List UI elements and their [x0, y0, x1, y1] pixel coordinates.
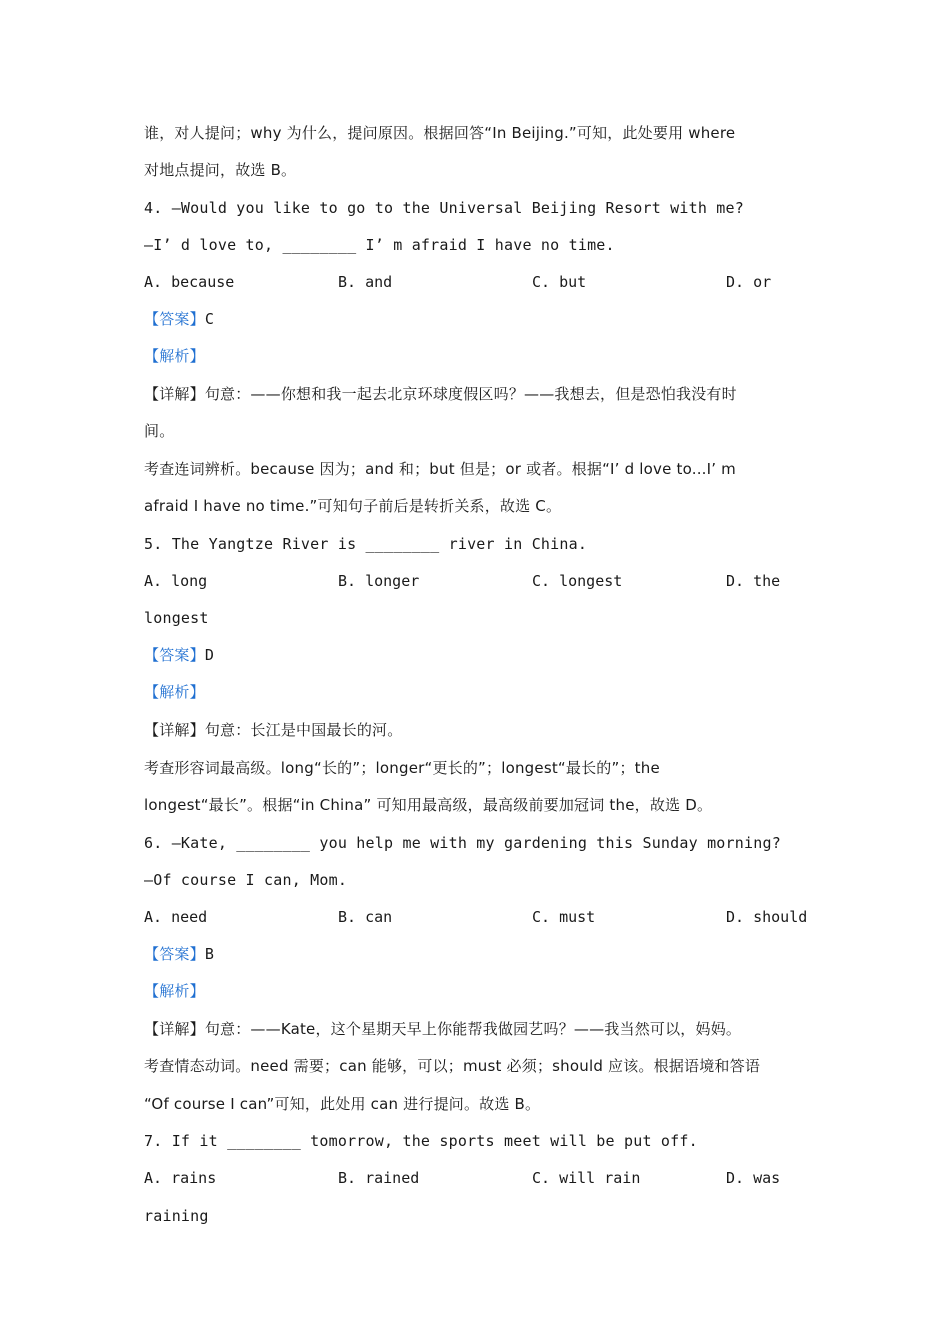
detail-line: 考查连词辨析。because 因为；and 和；but 但是；or 或者。根据“I’ d love to...I’ m — [144, 460, 736, 478]
analysis-line — [144, 682, 205, 702]
detail-text: 句意：长江是中国最长的河。 — [204, 721, 403, 739]
option-d: D. should — [726, 908, 808, 926]
option-d: D. was — [726, 1169, 781, 1187]
option-c: C. must — [532, 908, 596, 926]
option-d: D. or — [726, 273, 772, 291]
answer-tag: 【答案】 — [144, 945, 205, 963]
answer-line — [144, 309, 214, 329]
detail-line: “Of course I can”可知，此处用 can 进行提问。故选 B。 — [144, 1095, 541, 1113]
question-4-reply: —I’ d love to, ________ I’ m afraid I have no time. — [144, 236, 615, 254]
option-b: B. longer — [338, 572, 420, 590]
answer-value: C — [204, 310, 215, 328]
intro-line: 谁，对人提问；why 为什么，提问原因。根据回答“In Beijing.”可知，此处要用 where — [144, 124, 736, 142]
answer-value: D — [204, 646, 215, 664]
question-7-stem: 7. If it ________ tomorrow, the sports meet will be put off. — [144, 1132, 698, 1150]
question-6-reply: —Of course I can, Mom. — [144, 871, 348, 889]
option-wrap: longest — [144, 609, 209, 627]
detail-line: 间。 — [144, 422, 175, 440]
question-6-stem: 6. —Kate, ________ you help me with my gardening this Sunday morning? — [144, 834, 781, 852]
detail-text: 句意：——Kate，这个星期天早上你能帮我做园艺吗？——我当然可以，妈妈。 — [204, 1020, 742, 1038]
answer-tag: 【答案】 — [144, 646, 205, 664]
analysis-tag: 【解析】 — [144, 982, 205, 1000]
detail-line — [144, 720, 402, 740]
analysis-tag: 【解析】 — [144, 347, 205, 365]
option-a: A. need — [144, 908, 208, 926]
detail-line: longest“最长”。根据“in China” 可知用最高级，最高级前要加冠词 the，故选 D。 — [144, 796, 713, 814]
detail-tag: 【详解】 — [144, 1020, 205, 1038]
detail-line: 考查情态动词。need 需要；can 能够，可以；must 必须；should 应该。根据语境和答语 — [144, 1057, 761, 1075]
detail-line: 考查形容词最高级。long“长的”；longer“更长的”；longest“最长的”；the — [144, 759, 660, 777]
option-c: C. will rain — [532, 1169, 641, 1187]
detail-text: 句意：——你想和我一起去北京环球度假区吗？——我想去，但是恐怕我没有时 — [204, 385, 737, 403]
detail-tag: 【详解】 — [144, 721, 205, 739]
analysis-line — [144, 981, 205, 1001]
option-c: C. but — [532, 273, 587, 291]
intro-line: 对地点提问，故选 B。 — [144, 161, 297, 179]
answer-line — [144, 944, 214, 964]
option-c: C. longest — [532, 572, 623, 590]
question-5-stem: 5. The Yangtze River is ________ river in China. — [144, 535, 588, 553]
analysis-tag: 【解析】 — [144, 683, 205, 701]
option-a: A. rains — [144, 1169, 217, 1187]
option-wrap: raining — [144, 1207, 209, 1225]
option-b: B. rained — [338, 1169, 420, 1187]
option-b: B. and — [338, 273, 393, 291]
detail-tag: 【详解】 — [144, 385, 205, 403]
option-a: A. because — [144, 273, 235, 291]
answer-line — [144, 645, 214, 665]
question-4-stem: 4. —Would you like to go to the Universal Beijing Resort with me? — [144, 199, 744, 217]
answer-value: B — [204, 945, 215, 963]
option-d: D. the — [726, 572, 781, 590]
answer-tag: 【答案】 — [144, 310, 205, 328]
detail-line — [144, 384, 737, 404]
option-a: A. long — [144, 572, 208, 590]
analysis-line — [144, 346, 205, 366]
option-b: B. can — [338, 908, 393, 926]
detail-line — [144, 1019, 741, 1039]
detail-line: afraid I have no time.”可知句子前后是转折关系，故选 C。 — [144, 497, 562, 515]
